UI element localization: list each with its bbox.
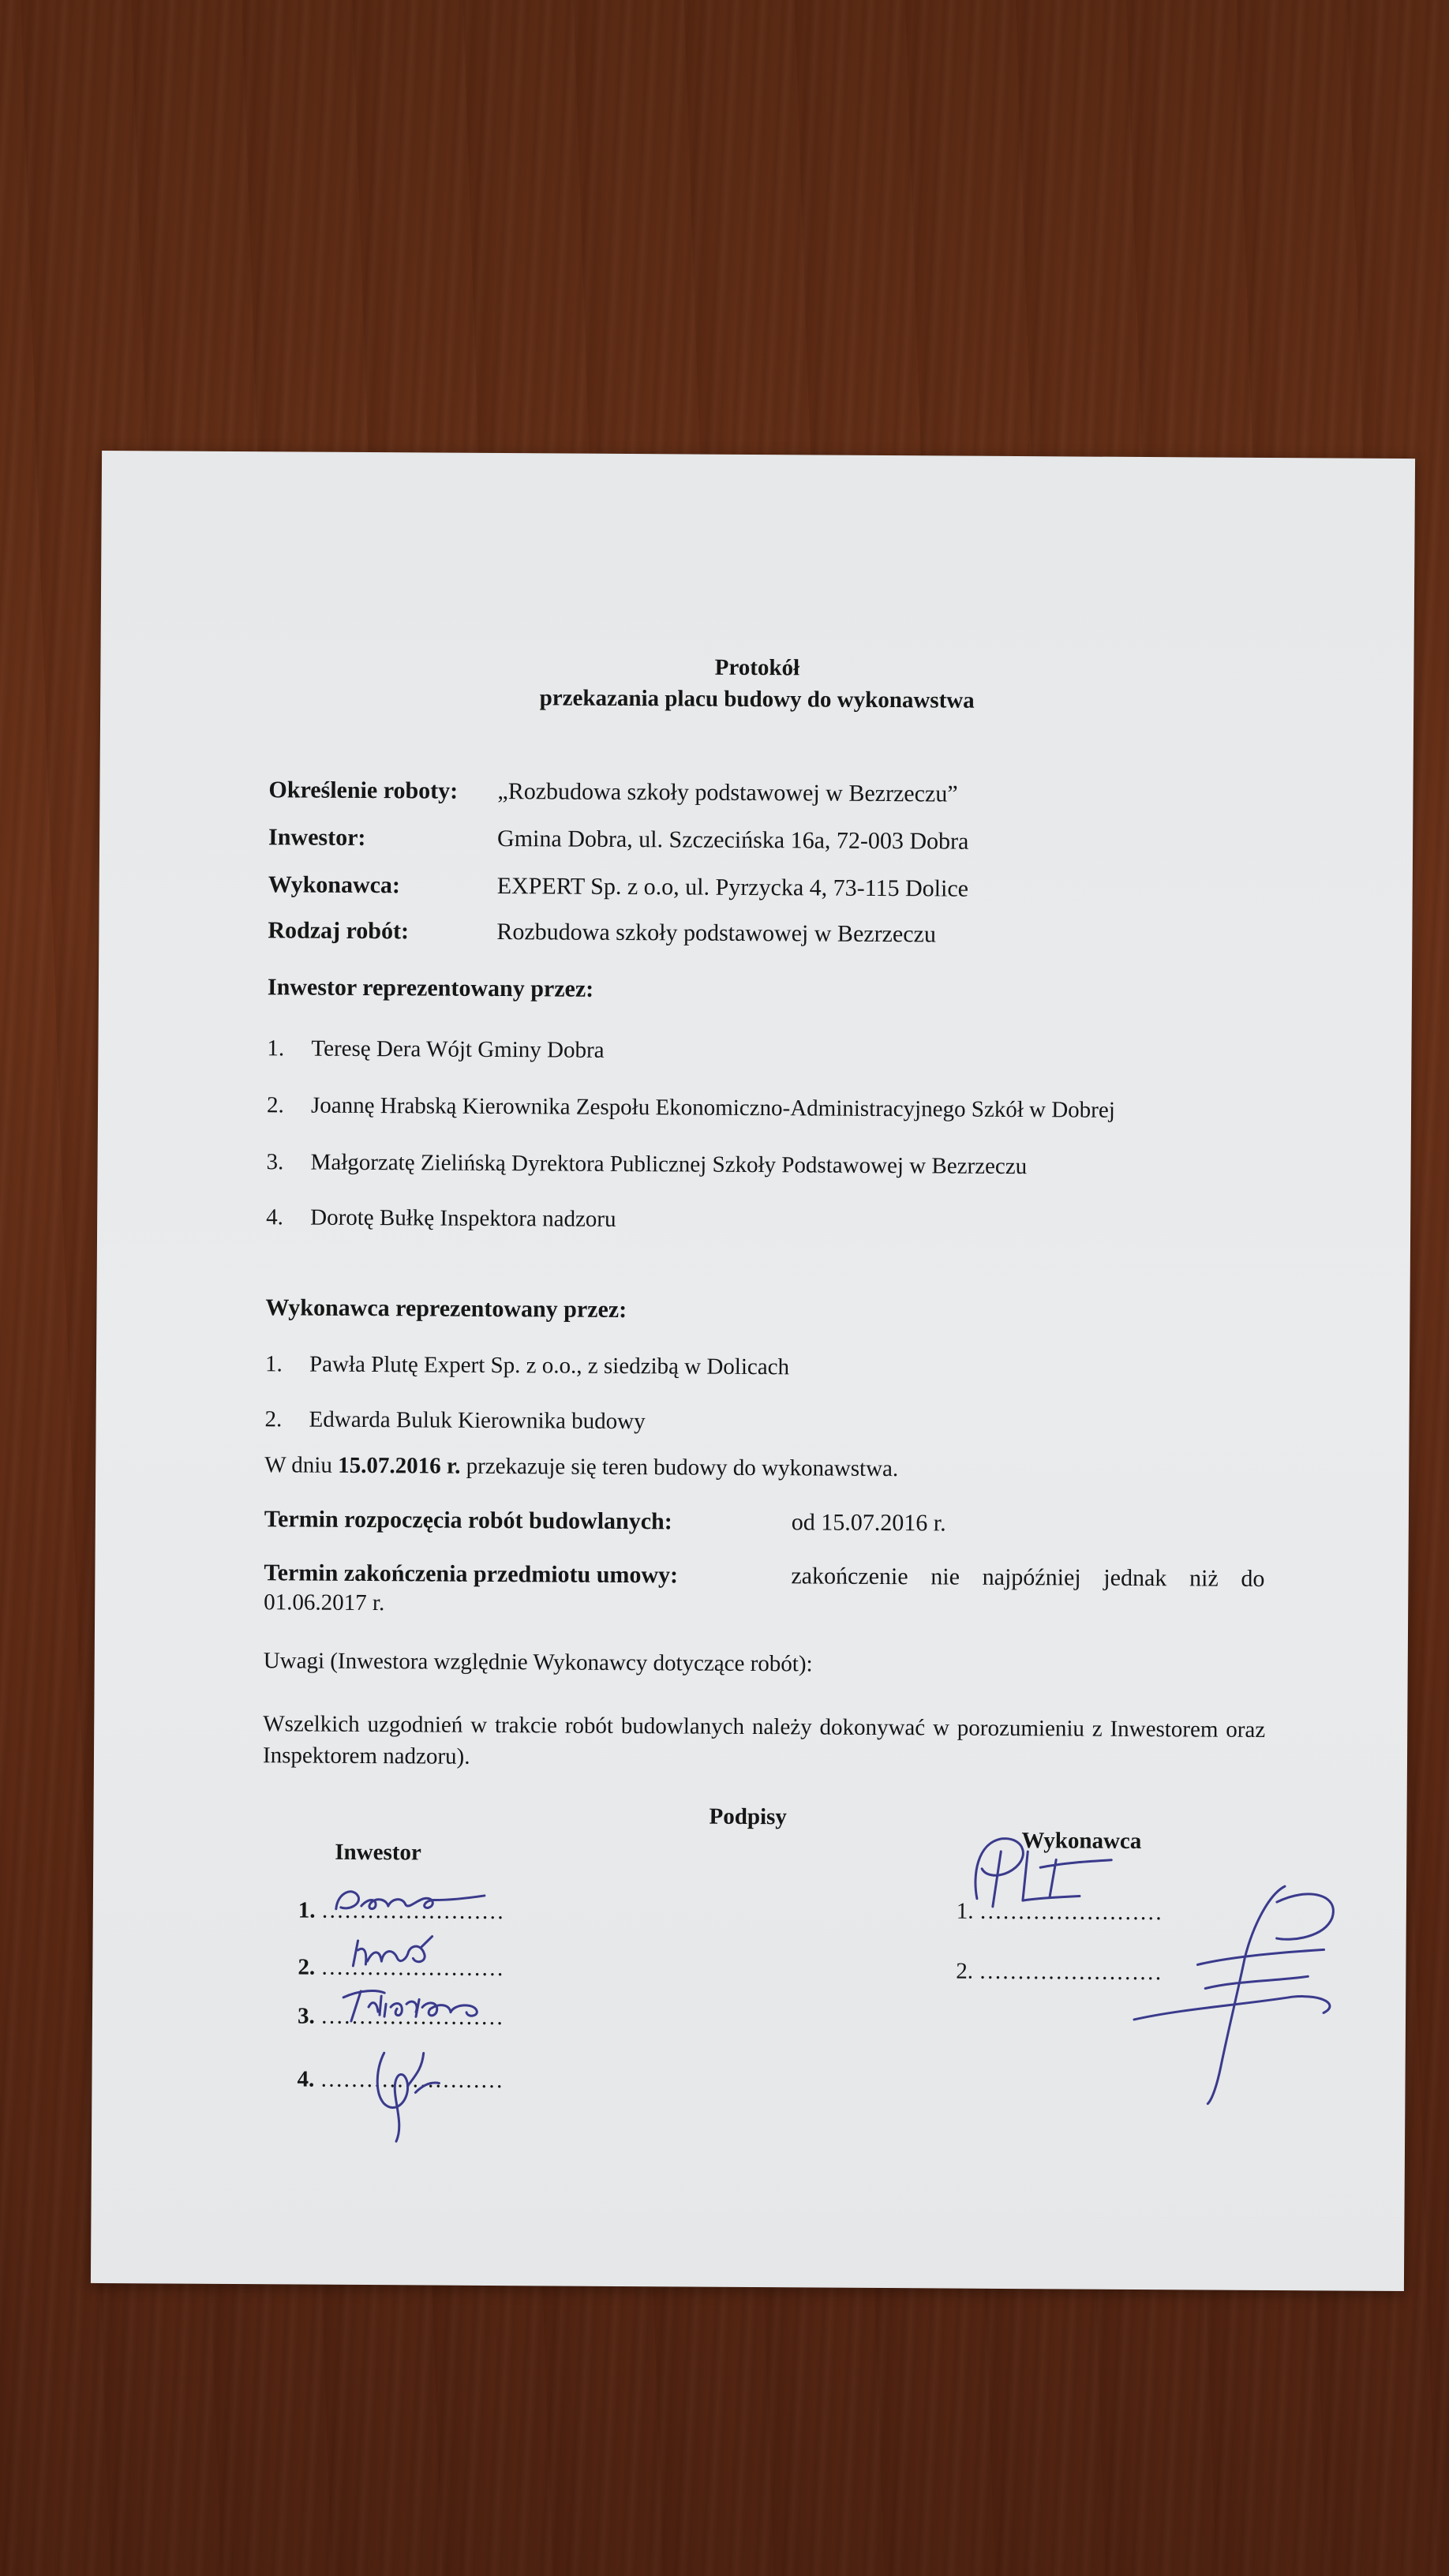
contractor-reps-heading (265, 1294, 627, 1324)
end-term (264, 1559, 1265, 1592)
sig-dots: …………………… (320, 2066, 504, 2094)
field-investor (268, 824, 969, 855)
list-item (266, 1204, 616, 1233)
field-value: „Rozbudowa szkoły podstawowej w Bezrzeczu” (497, 778, 958, 807)
field-contractor (268, 871, 969, 902)
document-title: Protokół (714, 654, 800, 681)
list-text: Małgorzatę Zielińską Dyrektora Publicznej Szkoły Podstawowej w Bezrzeczu (310, 1149, 1028, 1180)
investor-reps-heading (268, 974, 593, 1003)
list-text: Pawła Plutę Expert Sp. z o.o., z siedzibą w Dolicach (309, 1351, 790, 1380)
list-item (265, 1351, 789, 1380)
list-text: Dorotę Bułkę Inspektora nadzoru (310, 1204, 616, 1232)
section-heading: Inwestor reprezentowany przez: (267, 974, 594, 1002)
field-value: Gmina Dobra, ul. Szczecińska 16a, 72-003 Dobra (497, 826, 969, 855)
list-item (267, 1035, 604, 1064)
handwritten-signature-2 (345, 1926, 447, 1983)
document-page (91, 451, 1415, 2291)
handwritten-signature-4 (360, 2037, 463, 2148)
list-text: Teresę Dera Wójt Gminy Dobra (311, 1035, 605, 1063)
sig-dots: …………………… (320, 2003, 504, 2031)
list-number: 2. (264, 1406, 283, 1432)
handover-statement (264, 1452, 898, 1482)
list-text: Joannę Hrabską Kierownika Zespołu Ekonomiczno-Administracyjnego Szkół w Dobrej (310, 1092, 1115, 1123)
end-term-date: 01.06.2017 r. (264, 1589, 385, 1616)
investor-signatures-heading: Inwestor (335, 1839, 421, 1866)
field-label: Wykonawca: (268, 871, 401, 899)
field-label: Określenie roboty: (268, 777, 459, 804)
contractor-signatures-heading: Wykonawca (1021, 1828, 1142, 1855)
start-term-value: od 15.07.2016 r. (791, 1509, 946, 1537)
section-heading: Wykonawca reprezentowany przez: (265, 1294, 627, 1324)
list-number: 3. (266, 1149, 284, 1175)
sig-number: 2. (298, 1954, 316, 1980)
list-item (267, 1149, 1028, 1180)
sig-number: 2. (956, 1958, 974, 1984)
list-item (265, 1406, 646, 1435)
handwritten-signature-3 (337, 1980, 526, 2028)
end-term-label: Termin zakończenia przedmiotu umowy: (264, 1559, 679, 1589)
handover-prefix: W dniu (264, 1452, 339, 1478)
list-item (267, 1092, 1115, 1124)
sig-number: 1. (956, 1898, 974, 1924)
list-text: Edwarda Buluk Kierownika budowy (309, 1406, 646, 1435)
sig-number: 3. (297, 2003, 315, 2029)
agreement-paragraph: Wszelkich uzgodnień w trakcie robót budowlanych należy dokonywać w porozumieniu z Inwestorem oraz Inspektorem nadzoru). (262, 1711, 1266, 1769)
sig-number: 4. (297, 2066, 315, 2092)
field-value: EXPERT Sp. z o.o, ul. Pyrzycka 4, 73-115 Dolice (496, 873, 969, 902)
list-number: 1. (267, 1035, 285, 1061)
sig-dots: …………………… (320, 1954, 504, 1982)
sig-dots: …………………… (979, 1898, 1163, 1926)
field-label: Inwestor: (268, 824, 366, 851)
sig-dots: …………………… (320, 1897, 504, 1925)
start-term-label: Termin rozpoczęcia robót budowlanych: (264, 1506, 672, 1535)
list-number: 1. (264, 1351, 283, 1377)
signatures-heading: Podpisy (709, 1803, 787, 1830)
list-number: 2. (266, 1092, 284, 1118)
end-term-value: zakończenie nie najpóźniej jednak niż do (791, 1563, 1265, 1592)
start-term (264, 1506, 946, 1537)
sig-dots: …………………… (979, 1958, 1163, 1986)
field-value: Rozbudowa szkoły podstawowej w Bezrzeczu (496, 919, 936, 948)
handwritten-signature-1 (330, 1876, 504, 1924)
handover-date: 15.07.2016 r. (338, 1452, 461, 1479)
remarks: Uwagi (Inwestora względnie Wykonawcy dotyczące robót): (263, 1648, 813, 1677)
field-work-type (268, 917, 936, 948)
handwritten-signature-6 (1086, 1870, 1356, 2108)
list-number: 4. (266, 1204, 284, 1230)
document-subtitle: przekazania placu budowy do wykonawstwa (539, 685, 975, 713)
field-scope (268, 777, 958, 807)
sig-number: 1. (298, 1897, 316, 1923)
field-label: Rodzaj robót: (268, 917, 410, 945)
handover-suffix: przekazuje się teren budowy do wykonawstwa. (460, 1453, 899, 1482)
